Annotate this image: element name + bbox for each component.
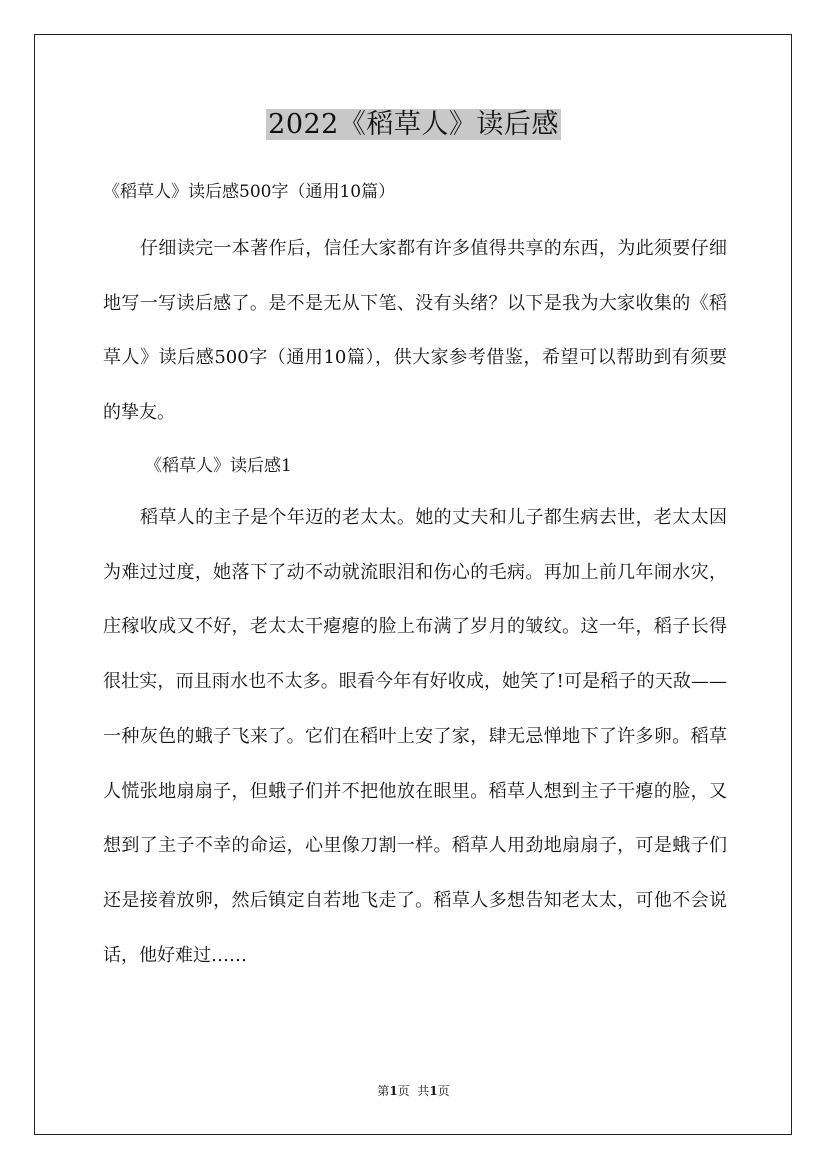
document-subtitle: 《稻草人》读后感500字（通用10篇） [103,182,396,202]
document-title [0,102,827,145]
section-heading: 《稻草人》读后感1 [145,456,292,476]
intro-paragraph: 仔细读完一本著作后，信任大家都有许多值得共享的东西，为此须要仔细地写一写读后感了。是不是无从下笔、没有头绪？以下是我为大家收集的《稻草人》读后感500字（通用10篇），供大家参考借鉴，希望可以帮助到有须要的挚友。 [103,238,727,424]
document-title-text: 2022《稻草人》读后感 [268,109,559,140]
footer-middle: 页 共 [397,1084,430,1098]
footer-prefix: 第 [377,1084,390,1098]
footer-current-page: 1 [389,1084,398,1098]
footer-suffix: 页 [437,1084,450,1098]
footer-total-pages: 1 [429,1084,438,1098]
page-footer [0,1082,827,1100]
body-paragraph: 稻草人的主子是个年迈的老太太。她的丈夫和儿子都生病去世，老太太因为难过过度，她落下了动不动就流眼泪和伤心的毛病。再加上前几年闹水灾，庄稼收成又不好，老太太干瘪瘪的脸上布满了岁月的皱纹。这一年，稻子长得很壮实，而且雨水也不太多。眼看今年有好收成，她笑了!可是稻子的天敌——一种灰色的蛾子飞来了。它们在稻叶上安了家，肆无忌惮地下了许多卵。稻草人慌张地扇扇子，但蛾子们并不把他放在眼里。稻草人想到主子干瘪的脸，又想到了主子不幸的命运，心里像刀割一样。稻草人用劲地扇扇子，可是蛾子们还是接着放卵，然后镇定自若地飞走了。稻草人多想告知老太太，可他不会说话，他好难过…… [103,507,727,966]
